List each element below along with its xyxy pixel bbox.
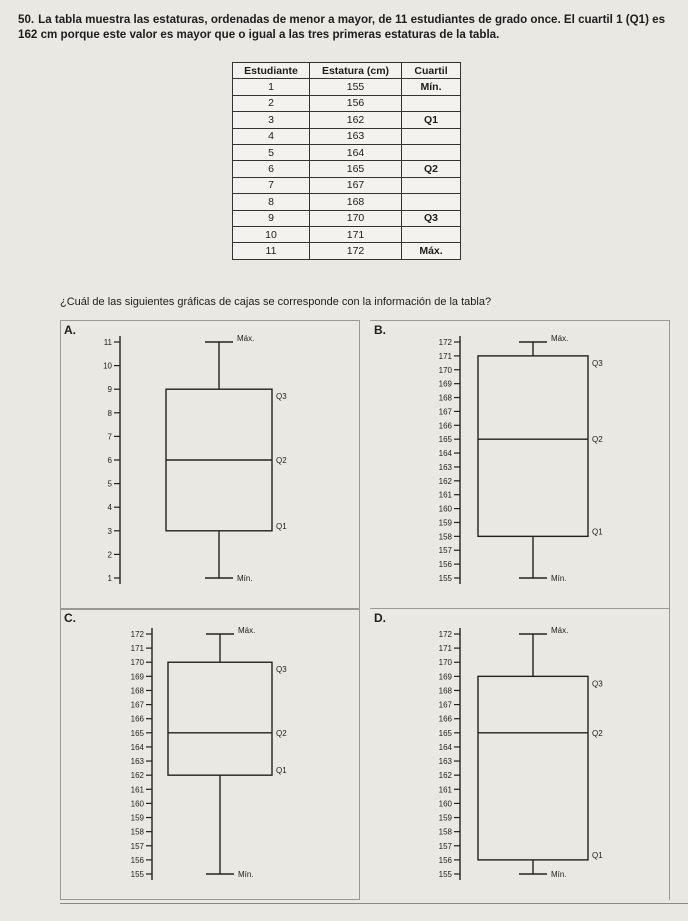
label-q1: Q1 bbox=[276, 766, 287, 776]
label-q3: Q3 bbox=[592, 679, 603, 689]
y-tick-label: 169 bbox=[438, 379, 452, 389]
cell-height: 170 bbox=[310, 210, 402, 226]
cell-student: 6 bbox=[233, 161, 310, 177]
cell-quartile bbox=[402, 95, 461, 111]
y-tick-label: 163 bbox=[438, 757, 452, 767]
y-tick-label: 157 bbox=[130, 841, 144, 851]
header-student: Estudiante bbox=[233, 63, 310, 79]
y-tick-label: 166 bbox=[438, 421, 452, 431]
y-tick-label: 161 bbox=[438, 785, 452, 795]
y-tick-label: 165 bbox=[438, 435, 452, 445]
y-tick-label: 162 bbox=[438, 771, 452, 781]
y-tick-label: 158 bbox=[130, 827, 144, 837]
cell-height: 163 bbox=[310, 128, 402, 144]
y-tick-label: 160 bbox=[130, 799, 144, 809]
question-number: 50. bbox=[18, 13, 35, 26]
y-tick-label: 162 bbox=[438, 476, 452, 486]
y-tick-label: 159 bbox=[438, 518, 452, 528]
label-q1: Q1 bbox=[276, 521, 287, 531]
label-min: Mín. bbox=[551, 574, 567, 583]
y-tick-label: 167 bbox=[130, 700, 144, 710]
y-tick-label: 158 bbox=[438, 532, 452, 542]
y-tick-label: 4 bbox=[107, 503, 112, 513]
cell-quartile bbox=[402, 194, 461, 210]
label-min: Mín. bbox=[237, 574, 253, 583]
option-letter: A. bbox=[64, 323, 76, 337]
y-tick-label: 160 bbox=[438, 799, 452, 809]
cell-student: 9 bbox=[233, 210, 310, 226]
label-q2: Q2 bbox=[276, 456, 287, 465]
boxplot-c bbox=[60, 608, 360, 900]
y-tick-label: 8 bbox=[107, 408, 112, 418]
y-tick-label: 157 bbox=[438, 841, 452, 851]
y-tick-label: 165 bbox=[438, 728, 452, 738]
cell-height: 168 bbox=[310, 194, 402, 210]
label-q2: Q2 bbox=[592, 435, 603, 445]
label-q3: Q3 bbox=[276, 665, 287, 675]
y-tick-label: 161 bbox=[438, 490, 452, 500]
cell-quartile: Mín. bbox=[402, 79, 461, 95]
cell-height: 172 bbox=[310, 243, 402, 259]
y-tick-label: 165 bbox=[130, 728, 144, 738]
label-q1: Q1 bbox=[592, 527, 603, 537]
question-body: La tabla muestra las estaturas, ordenadas de menor a mayor, de 11 estudiantes de grado once. El cuartil 1 (Q1) es 162 cm porque este valor es mayor que o igual a las tres primeras estaturas de la tabla. bbox=[18, 13, 666, 41]
table-row bbox=[233, 112, 461, 128]
cell-height: 162 bbox=[310, 112, 402, 128]
table-row bbox=[233, 226, 461, 242]
panel-c[interactable] bbox=[60, 608, 360, 905]
cell-quartile: Máx. bbox=[402, 243, 461, 259]
cell-quartile bbox=[402, 144, 461, 160]
y-tick-label: 168 bbox=[438, 686, 452, 696]
y-tick-label: 166 bbox=[130, 714, 144, 724]
bottom-divider bbox=[60, 903, 688, 904]
cell-quartile bbox=[402, 128, 461, 144]
y-tick-label: 156 bbox=[130, 855, 144, 865]
table-body bbox=[233, 79, 461, 259]
cell-student: 2 bbox=[233, 95, 310, 111]
cell-student: 1 bbox=[233, 79, 310, 95]
cell-student: 8 bbox=[233, 194, 310, 210]
heights-table bbox=[232, 62, 461, 260]
table-row bbox=[233, 95, 461, 111]
question-text bbox=[18, 12, 678, 42]
header-height: Estatura (cm) bbox=[310, 63, 402, 79]
y-tick-label: 6 bbox=[107, 456, 112, 465]
cell-height: 171 bbox=[310, 226, 402, 242]
y-tick-label: 169 bbox=[438, 672, 452, 682]
y-tick-label: 7 bbox=[107, 432, 112, 442]
cell-quartile bbox=[402, 226, 461, 242]
label-max: Máx. bbox=[238, 626, 256, 635]
y-tick-label: 164 bbox=[130, 742, 144, 752]
y-tick-label: 170 bbox=[130, 658, 144, 668]
y-tick-label: 164 bbox=[438, 742, 452, 752]
label-max: Máx. bbox=[551, 334, 569, 343]
panel-b[interactable] bbox=[370, 320, 670, 615]
table-header-row bbox=[233, 63, 461, 79]
label-max: Máx. bbox=[551, 626, 569, 635]
label-min: Mín. bbox=[238, 870, 254, 879]
y-tick-label: 164 bbox=[438, 449, 452, 459]
cell-height: 155 bbox=[310, 79, 402, 95]
boxplot-a bbox=[60, 320, 360, 610]
boxplot-b bbox=[370, 320, 670, 610]
table-row bbox=[233, 177, 461, 193]
cell-student: 11 bbox=[233, 243, 310, 259]
option-letter: C. bbox=[64, 611, 76, 625]
y-tick-label: 11 bbox=[103, 338, 112, 347]
panel-a[interactable] bbox=[60, 320, 360, 615]
y-tick-label: 156 bbox=[438, 855, 452, 865]
y-tick-label: 168 bbox=[438, 393, 452, 403]
y-tick-label: 2 bbox=[107, 550, 112, 560]
y-tick-label: 155 bbox=[130, 870, 144, 879]
cell-height: 156 bbox=[310, 95, 402, 111]
label-q2: Q2 bbox=[592, 728, 603, 738]
label-q3: Q3 bbox=[276, 392, 287, 402]
panel-d[interactable] bbox=[370, 608, 670, 905]
y-tick-label: 162 bbox=[130, 771, 144, 781]
cell-student: 7 bbox=[233, 177, 310, 193]
label-q1: Q1 bbox=[592, 850, 603, 860]
label-q3: Q3 bbox=[592, 358, 603, 368]
y-tick-label: 156 bbox=[438, 560, 452, 570]
iqr-box bbox=[478, 356, 588, 536]
option-letter: D. bbox=[374, 611, 386, 625]
y-tick-label: 159 bbox=[438, 813, 452, 823]
y-tick-label: 159 bbox=[130, 813, 144, 823]
y-tick-label: 5 bbox=[107, 479, 112, 489]
table-row bbox=[233, 79, 461, 95]
y-tick-label: 172 bbox=[438, 630, 452, 639]
y-tick-label: 10 bbox=[103, 361, 112, 371]
cell-student: 5 bbox=[233, 144, 310, 160]
table-row bbox=[233, 161, 461, 177]
y-tick-label: 1 bbox=[107, 574, 112, 583]
iqr-box bbox=[478, 676, 588, 860]
table-row bbox=[233, 194, 461, 210]
y-tick-label: 155 bbox=[438, 574, 452, 583]
y-tick-label: 167 bbox=[438, 407, 452, 417]
y-tick-label: 158 bbox=[438, 827, 452, 837]
y-tick-label: 168 bbox=[130, 686, 144, 696]
y-tick-label: 171 bbox=[438, 351, 452, 361]
y-tick-label: 172 bbox=[438, 338, 452, 347]
y-tick-label: 166 bbox=[438, 714, 452, 724]
y-tick-label: 170 bbox=[438, 658, 452, 668]
table-row bbox=[233, 210, 461, 226]
y-tick-label: 157 bbox=[438, 546, 452, 556]
cell-height: 165 bbox=[310, 161, 402, 177]
table-row bbox=[233, 128, 461, 144]
prompt-text: ¿Cuál de las siguientes gráficas de cajas se corresponde con la información de la tabla? bbox=[60, 296, 492, 308]
y-tick-label: 163 bbox=[438, 462, 452, 472]
label-max: Máx. bbox=[237, 334, 255, 343]
y-tick-label: 171 bbox=[438, 644, 452, 654]
table-row bbox=[233, 144, 461, 160]
y-tick-label: 163 bbox=[130, 757, 144, 767]
y-tick-label: 170 bbox=[438, 365, 452, 375]
cell-quartile: Q1 bbox=[402, 112, 461, 128]
cell-student: 4 bbox=[233, 128, 310, 144]
y-tick-label: 155 bbox=[438, 870, 452, 879]
option-letter: B. bbox=[374, 323, 386, 337]
header-quartile: Cuartil bbox=[402, 63, 461, 79]
y-tick-label: 160 bbox=[438, 504, 452, 514]
y-tick-label: 9 bbox=[107, 385, 112, 395]
y-tick-label: 167 bbox=[438, 700, 452, 710]
label-q2: Q2 bbox=[276, 728, 287, 738]
table-row bbox=[233, 243, 461, 259]
y-tick-label: 172 bbox=[130, 630, 144, 639]
cell-height: 164 bbox=[310, 144, 402, 160]
panel-frame bbox=[61, 609, 360, 900]
y-tick-label: 161 bbox=[130, 785, 144, 795]
cell-quartile: Q3 bbox=[402, 210, 461, 226]
cell-student: 3 bbox=[233, 112, 310, 128]
boxplot-d bbox=[370, 608, 670, 900]
y-tick-label: 171 bbox=[130, 644, 144, 654]
y-tick-label: 3 bbox=[107, 526, 112, 536]
cell-height: 167 bbox=[310, 177, 402, 193]
cell-quartile bbox=[402, 177, 461, 193]
y-tick-label: 169 bbox=[130, 672, 144, 682]
cell-quartile: Q2 bbox=[402, 161, 461, 177]
iqr-box bbox=[168, 662, 272, 775]
cell-student: 10 bbox=[233, 226, 310, 242]
label-min: Mín. bbox=[551, 870, 567, 879]
